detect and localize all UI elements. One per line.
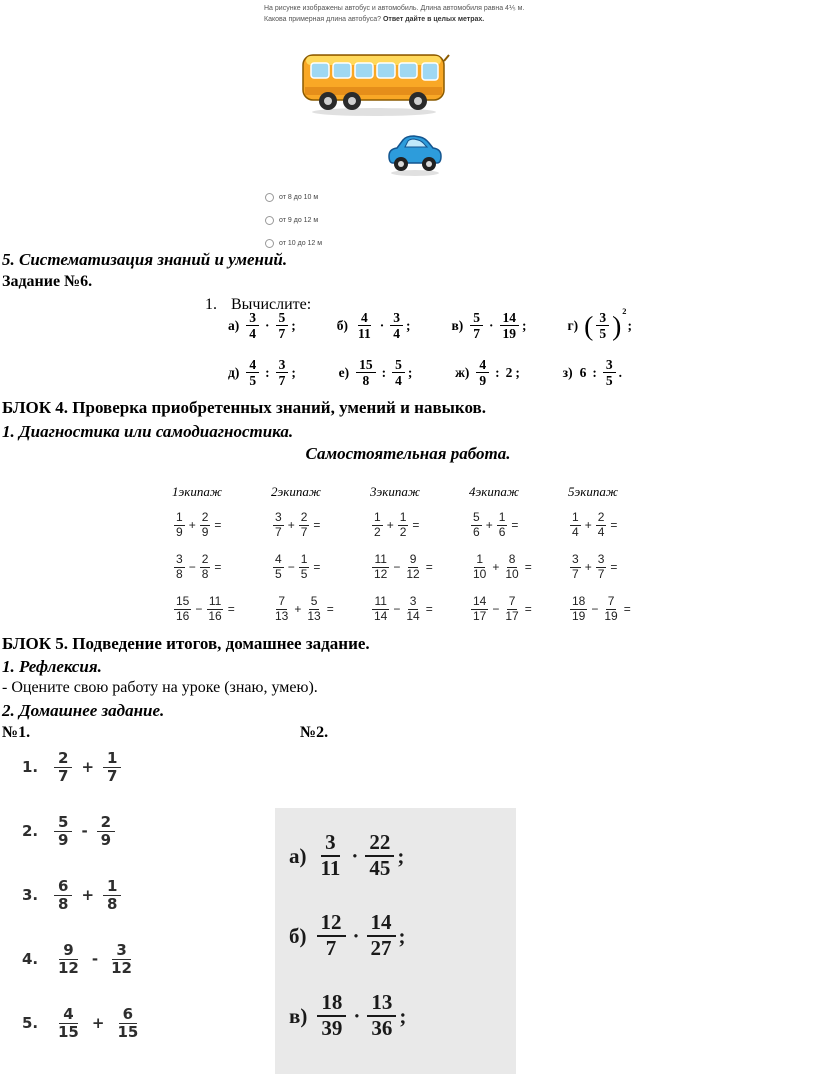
exercise-expression: $\frac{4}{5}$ : $\frac{3}{7}$ ; (244, 357, 296, 388)
homework-expression: $\frac{2}{7}$ + $\frac{1}{7}$ (52, 750, 123, 785)
table-expression: $\frac{3}{7}$ + $\frac{3}{7}$ = (572, 552, 618, 581)
calc-row-2 (228, 357, 622, 388)
homework-image-panel (275, 808, 516, 1074)
exercise-item-zh (455, 357, 520, 388)
radio-icon[interactable] (265, 216, 274, 225)
exercise-label: б) (336, 317, 348, 333)
homework-item-3 (22, 872, 144, 918)
exercise-label: в) (451, 317, 464, 333)
table-expression: $\frac{4}{5}$ − $\frac{1}{5}$ = (275, 552, 321, 581)
image-expression: $\frac{3}{11}$ · $\frac{22}{45}$ ; (320, 830, 405, 880)
exercise-label: д) (228, 364, 240, 380)
car-icon (386, 130, 444, 177)
item-number: 4. (22, 950, 39, 968)
table-column-1 (172, 484, 271, 630)
heading-block4: БЛОК 4. Проверка приобретенных знаний, умений и навыков. (2, 398, 486, 417)
bus-icon (298, 46, 450, 118)
exercise-expression: $\frac{3}{4}$ · $\frac{5}{7}$ ; (244, 310, 296, 341)
calc-title: Вычислите: (231, 296, 312, 313)
homework-expression: $\frac{6}{8}$ + $\frac{1}{8}$ (52, 878, 123, 913)
radio-icon[interactable] (265, 193, 274, 202)
quiz-option-1[interactable] (265, 191, 322, 204)
exercise-item-a (228, 310, 296, 341)
exercise-item-z (563, 357, 622, 388)
table-column-2 (271, 484, 370, 630)
exercise-expression: $\frac{5}{7}$ · $\frac{14}{19}$ ; (468, 310, 526, 341)
homework-expression: $\frac{9}{12}$ - $\frac{3}{12}$ (58, 940, 132, 977)
car-illustration (386, 130, 444, 182)
table-expression: $\frac{1}{4}$ + $\frac{2}{4}$ = (572, 510, 618, 539)
image-exercise-v (275, 976, 516, 1056)
quiz-question-emphasis: Ответ дайте в целых метрах. (382, 15, 485, 23)
exercise-item-e (339, 357, 413, 388)
heading-block5: БЛОК 5. Подведение итогов, домашнее задание. (2, 634, 370, 653)
table-expression: $\frac{3}{7}$ + $\frac{2}{7}$ = (275, 510, 321, 539)
table-column-5 (568, 484, 667, 630)
exercise-label: е) (338, 364, 350, 380)
table-expression: $\frac{15}{16}$ − $\frac{11}{16}$ = (176, 594, 235, 623)
independent-work-table (172, 484, 667, 630)
bus-illustration (298, 46, 450, 123)
quiz-question: На рисунке изображены автобус и автомобиль. Длина автомобиля равна 4⅕ м. Какова примерная длина автобуса? (264, 5, 525, 23)
radio-icon[interactable] (265, 239, 274, 248)
homework-label-2: №2. (300, 724, 329, 741)
image-exercise-b (275, 896, 516, 976)
option-label: от 8 до 10 м (279, 194, 319, 201)
table-column-3 (370, 484, 469, 630)
table-expression: $\frac{3}{8}$ − $\frac{2}{8}$ = (176, 552, 222, 581)
quiz-option-2[interactable] (265, 214, 322, 227)
item-number: 2. (22, 822, 39, 840)
heading-systematization: 5. Систематизация знаний и умений. (2, 250, 288, 269)
calc-row-1 (228, 307, 632, 342)
homework-list (22, 744, 144, 1064)
exercise-label: в) (289, 1003, 308, 1028)
exercise-label: б) (289, 923, 307, 948)
column-header: 5экипаж (568, 484, 618, 499)
exercise-item-g (567, 307, 632, 342)
table-expression: $\frac{1}{9}$ + $\frac{2}{9}$ = (176, 510, 222, 539)
item-number: 1. (22, 758, 39, 776)
option-label: от 9 до 12 м (279, 217, 319, 224)
exercise-expression: $\frac{4}{11}$ · $\frac{3}{4}$ ; (357, 310, 411, 342)
exercise-expression: $\frac{15}{8}$ : $\frac{5}{4}$ ; (354, 357, 412, 388)
item-number: 5. (22, 1014, 39, 1032)
reflection-note: - Оцените свою работу на уроке (знаю, умею). (2, 679, 318, 696)
exercise-expression: ( $\frac{3}{5}$ ) 2 ; (584, 307, 632, 342)
table-expression: $\frac{5}{6}$ + $\frac{1}{6}$ = (473, 510, 519, 539)
heading-reflection: 1. Рефлексия. (2, 657, 102, 676)
table-column-4 (469, 484, 568, 630)
homework-item-5 (22, 1000, 144, 1046)
exercise-label: а) (289, 843, 307, 868)
homework-item-1 (22, 744, 144, 790)
table-expression: $\frac{11}{14}$ − $\frac{3}{14}$ = (374, 594, 433, 623)
column-header: 3экипаж (370, 484, 420, 499)
exercise-label: з) (562, 364, 573, 380)
exercise-label: г) (567, 317, 579, 333)
table-expression: $\frac{1}{10}$ + $\frac{8}{10}$ = (473, 552, 532, 581)
table-expression: $\frac{14}{17}$ − $\frac{7}{17}$ = (473, 594, 532, 623)
table-expression: $\frac{18}{19}$ − $\frac{7}{19}$ = (572, 594, 631, 623)
heading-diagnostics: 1. Диагностика или самодиагностика. (2, 422, 294, 441)
quiz-option-3[interactable] (265, 237, 322, 250)
image-expression: $\frac{18}{39}$ · $\frac{13}{36}$ ; (315, 991, 406, 1040)
exercise-item-b (337, 310, 411, 341)
exercise-expression: $\frac{4}{9}$ : 2 ; (474, 357, 520, 388)
column-header: 4экипаж (469, 484, 519, 499)
heading-task6: Задание №6. (2, 273, 93, 290)
calc-number: 1. (205, 296, 217, 313)
homework-expression: $\frac{5}{9}$ - $\frac{2}{9}$ (52, 814, 117, 849)
quiz-question-text (264, 4, 526, 26)
table-expression: $\frac{7}{13}$ + $\frac{5}{13}$ = (275, 594, 334, 623)
image-exercise-a (275, 816, 516, 896)
heading-homework: 2. Домашнее задание. (2, 701, 165, 720)
image-expression: $\frac{12}{7}$ · $\frac{14}{27}$ ; (315, 911, 406, 960)
homework-item-2 (22, 808, 144, 854)
table-expression: $\frac{1}{2}$ + $\frac{1}{2}$ = (374, 510, 420, 539)
exercise-label: а) (228, 317, 240, 333)
homework-expression: $\frac{4}{15}$ + $\frac{6}{15}$ (58, 1004, 139, 1041)
column-header: 2экипаж (271, 484, 321, 499)
homework-label-1: №1. (2, 724, 31, 741)
column-header: 1экипаж (172, 484, 222, 499)
heading-independent-work: Самостоятельная работа. (305, 444, 511, 463)
option-label: от 10 до 12 м (279, 240, 323, 247)
exercise-item-v (451, 310, 526, 341)
exercise-expression: 6 : $\frac{3}{5}$ . (579, 357, 622, 389)
item-number: 3. (22, 886, 39, 904)
exercise-label: ж) (455, 364, 470, 380)
table-expression: $\frac{11}{12}$ − $\frac{9}{12}$ = (374, 552, 433, 581)
homework-item-4 (22, 936, 144, 982)
exercise-item-d (228, 357, 296, 388)
